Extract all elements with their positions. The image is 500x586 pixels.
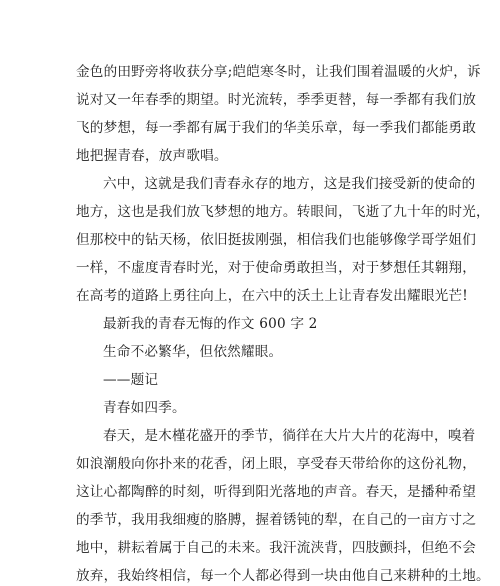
text-line-7: 但那校中的钻天杨，依旧挺拔刚强，相信我们也能够像学哥学姐们	[76, 232, 477, 248]
text-line-13: 青春如四季。	[103, 400, 186, 416]
text-line-1: 金色的田野旁将收获分享;皑皑寒冬时，让我们围着温暖的火炉，诉	[76, 64, 481, 80]
text-line-19: 放弃，我始终相信，每一个人都必得到一块由他自己来耕种的土地。	[76, 568, 490, 584]
text-line-8: 一样，不虚度青春时光，对于使命勇敢担当，对于梦想任其翱翔，	[76, 260, 477, 276]
text-line-16: 这让心都陶醉的时刻，听得到阳光落地的声音。春天，是播种希望	[76, 484, 477, 500]
text-line-15: 如浪潮般向你扑来的花香，闭上眼，享受春天带给你的这份礼物，	[76, 456, 477, 472]
epigraph-attribution: ——题记	[103, 372, 159, 388]
text-line-6: 地方，这也是我们放飞梦想的地方。转眼间，飞逝了九十年的时光，	[76, 204, 490, 220]
text-line-3: 飞的梦想，每一季都有属于我们的华美乐章，每一季我们都能勇敢	[76, 120, 477, 136]
text-line-17: 的季节，我用我细瘦的胳膊，握着锈钝的犁，在自己的一亩方寸之	[76, 512, 477, 528]
text-line-14: 春天，是木槿花盛开的季节，徜徉在大片大片的花海中，嗅着	[103, 428, 476, 444]
text-line-9: 在高考的道路上勇往向上，在六中的沃土上让青春发出耀眼光芒!	[76, 288, 468, 304]
text-line-2: 说对又一年春季的期望。时光流转，季季更替，每一季都有我们放	[76, 92, 477, 108]
section-heading: 最新我的青春无悔的作文 600 字 2	[103, 316, 318, 332]
text-line-5: 六中，这就是我们青春永存的地方，这是我们接受新的使命的	[103, 176, 476, 192]
epigraph: 生命不必繁华，但依然耀眼。	[103, 344, 283, 360]
text-line-4: 地把握青春，放声歌唱。	[76, 148, 228, 164]
text-line-18: 地中，耕耘着属于自己的未来。我汗流浃背，四肢颤抖，但绝不会	[76, 540, 477, 556]
